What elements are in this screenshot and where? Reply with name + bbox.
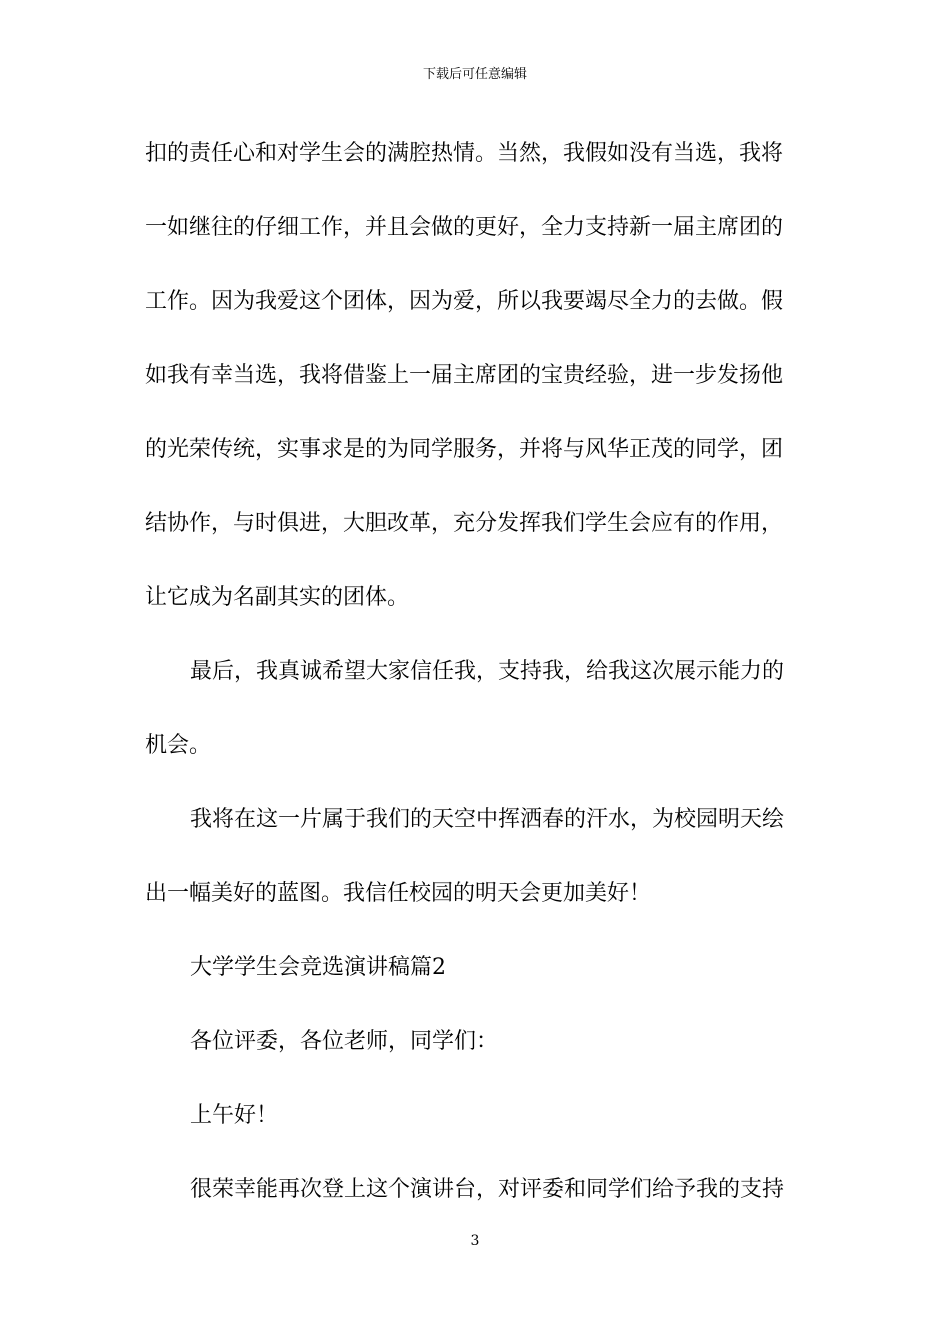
text-line: 上午好！ — [190, 1103, 279, 1128]
text-line: 如我有幸当选，我将借鉴上一届主席团的宝贵经验，进一步发扬他 — [145, 363, 784, 388]
text-line: 最后，我真诚希望大家信任我，支持我，给我这次展示能力的 — [190, 659, 785, 684]
text-line: 一如继往的仔细工作，并且会做的更好，全力支持新一届主席团的 — [145, 215, 784, 240]
text-line: 让它成为名副其实的团体。 — [145, 585, 410, 610]
page-header: 下载后可任意编辑 — [422, 67, 527, 82]
text-line: 很荣幸能再次登上这个演讲台，对评委和同学们给予我的支持 — [190, 1177, 785, 1202]
page-number: 3 — [470, 1233, 480, 1249]
text-line: 扣的责任心和对学生会的满腔热情。当然，我假如没有当选，我将 — [145, 141, 784, 166]
text-line: 工作。因为我爱这个团体，因为爱，所以我要竭尽全力的去做。假 — [145, 289, 784, 314]
text-line: 各位评委，各位老师，同学们： — [190, 1029, 499, 1054]
text-line: 机会。 — [145, 733, 212, 758]
document-body — [145, 130, 810, 1240]
text-line: 结协作，与时俱进，大胆改革，充分发挥我们学生会应有的作用， — [145, 511, 784, 536]
text-line: 出一幅美好的蓝图。我信任校园的明天会更加美好！ — [145, 881, 652, 906]
section-heading: 大学学生会竞选演讲稿篇2 — [190, 955, 446, 980]
text-line: 的光荣传统，实事求是的为同学服务，并将与风华正茂的同学，团 — [145, 437, 784, 462]
text-line: 我将在这一片属于我们的天空中挥洒春的汗水，为校园明天绘 — [190, 807, 785, 832]
